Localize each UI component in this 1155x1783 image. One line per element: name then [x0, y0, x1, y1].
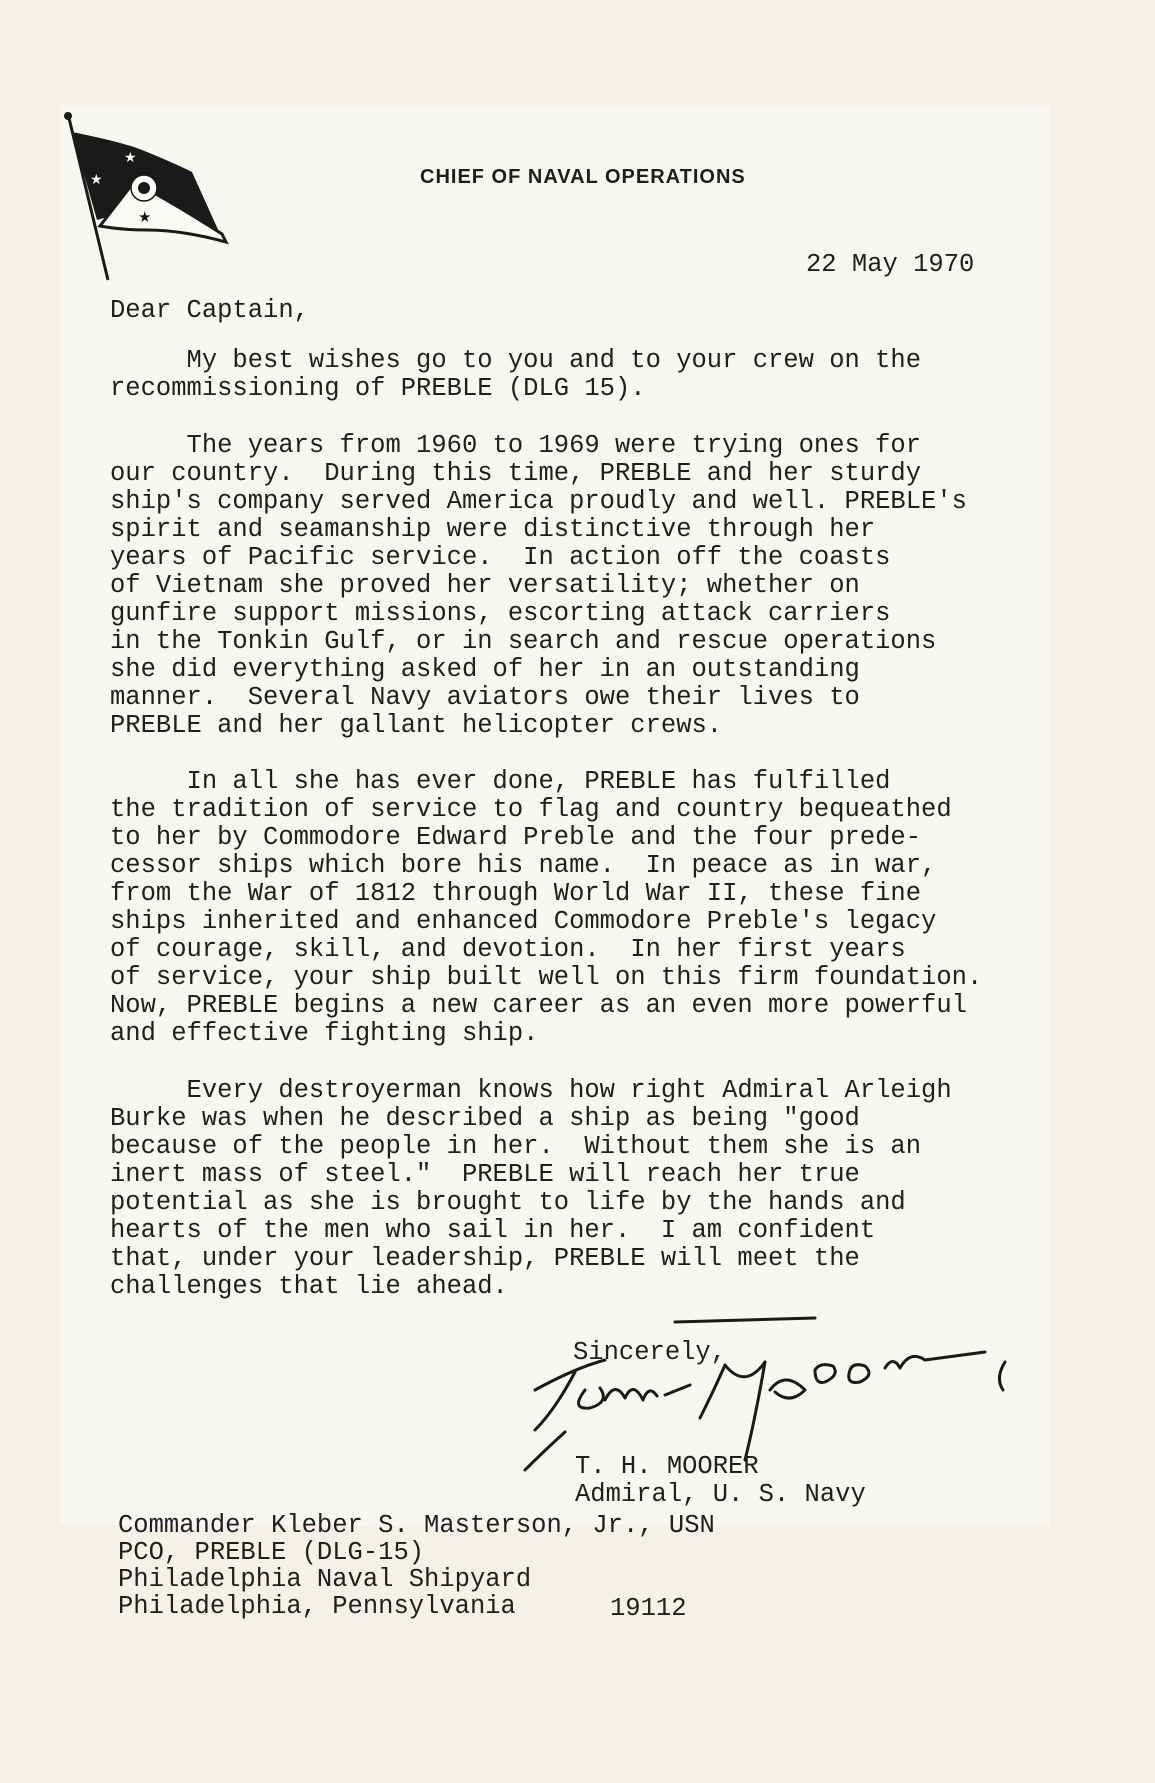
salutation: Dear Captain, [110, 296, 309, 325]
cno-flag-icon [62, 112, 247, 287]
closing: Sincerely, [573, 1338, 727, 1367]
letter-date: 22 May 1970 [806, 250, 975, 279]
address-line: PCO, PREBLE (DLG-15) [118, 1538, 425, 1567]
paragraph-1: My best wishes go to you and to your crew on the recommissioning of PREBLE (DLG 15). [110, 346, 922, 403]
signer-name: T. H. MOORER [575, 1452, 759, 1481]
paragraph-4: Every destroyerman knows how right Admiral Arleigh Burke was when he described a ship as being "good because of the people in her. Without them she is an inert mass of steel." PREBLE will reach her true potential as she is brought to life by the hands and hearts of the men who sail in her. I am confident that, under your leadership, PREBLE will meet the challenges that lie ahead. [110, 1076, 952, 1301]
address-line: Philadelphia Naval Shipyard [118, 1565, 532, 1594]
svg-text:★: ★ [138, 208, 152, 226]
letterhead-title: CHIEF OF NAVAL OPERATIONS [420, 166, 746, 188]
svg-text:★: ★ [90, 172, 103, 188]
address-line: Philadelphia, Pennsylvania [118, 1592, 516, 1621]
address-zip: 19112 [610, 1594, 687, 1623]
svg-text:★: ★ [170, 182, 184, 200]
paragraph-3: In all she has ever done, PREBLE has fulfilled the tradition of service to flag and country bequeathed to her by Commodore Edward Preble and the four prede- cessor ships which bore his name. In peace as in war, from the War of 1812 through World War II, these fine ships inherited and enhanced Commodore Preble's legacy of courage, skill, and devotion. In her first years of service, your ship built well on this firm foundation. Now, PREBLE begins a new career as an even more powerful and effective fighting ship. [110, 767, 983, 1048]
paragraph-2: The years from 1960 to 1969 were trying ones for our country. During this time, PREBLE and her sturdy ship's company served America proudly and well. PREBLE's spirit and seamanship were distinctive through her years of Pacific service. In action off the coasts of Vietnam she proved her versatility; whether on gunfire support missions, escorting attack carriers in the Tonkin Gulf, or in search and rescue operations she did everything asked of her in an outstanding manner. Several Navy aviators owe their lives to PREBLE and her gallant helicopter crews. [110, 431, 967, 740]
address-line: Commander Kleber S. Masterson, Jr., USN [118, 1511, 715, 1540]
signer-title: Admiral, U. S. Navy [575, 1480, 866, 1509]
svg-text:★: ★ [124, 150, 137, 166]
